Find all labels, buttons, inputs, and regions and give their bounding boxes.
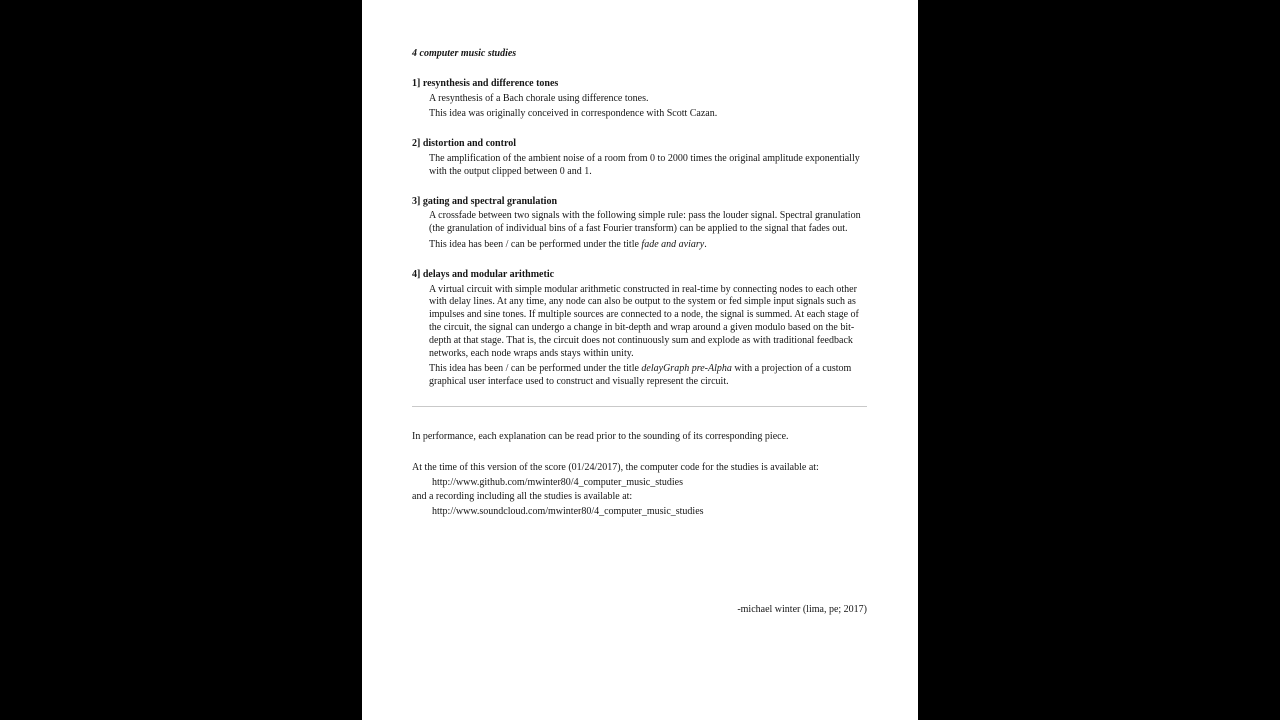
text-run: A resynthesis of a Bach chorale using difference tones. [429, 92, 649, 104]
sections-container [412, 78, 867, 389]
paragraph [429, 93, 867, 106]
section-heading: 4] delays and modular arithmetic [412, 268, 555, 280]
recording-url: http://www.soundcloud.com/mwinter80/4_computer_music_studies [432, 506, 704, 518]
paragraph [429, 210, 867, 236]
document-page [362, 0, 918, 720]
page-content [362, 0, 918, 617]
work-title-italic: delayGraph pre-Alpha [641, 363, 732, 375]
text-run: This idea has been / can be performed under the title [429, 238, 642, 250]
divider-rule [412, 406, 867, 407]
text-run: A crossfade between two signals with the following simple rule: pass the louder signal. Spectral granulation (the granulation of individual bins of a fast Fourier transform) can be applied to the signal that fades out. [429, 210, 861, 235]
section [412, 138, 867, 178]
section-heading: 3] gating and spectral granulation [412, 195, 558, 207]
section [412, 78, 867, 121]
text-run: This idea has been / can be performed under the title [429, 363, 642, 375]
paragraph [429, 239, 867, 252]
paragraph [429, 153, 867, 179]
paragraph [429, 363, 867, 389]
code-url: http://www.github.com/mwinter80/4_computer_music_studies [432, 476, 683, 488]
text-run: . [704, 238, 707, 250]
section [412, 269, 867, 389]
signature: -michael winter (lima, pe; 2017) [737, 603, 867, 615]
section [412, 196, 867, 252]
performance-note: In performance, each explanation can be read prior to the sounding of its corresponding piece. [412, 430, 789, 442]
availability-recording-intro: and a recording including all the studies is available at: [412, 491, 633, 503]
work-title-italic: fade and aviary [641, 238, 705, 250]
paragraph [429, 284, 867, 361]
text-run: with a projection of a custom graphical user interface used to construct and visually represent the circuit. [429, 363, 852, 388]
section-heading: 2] distortion and control [412, 138, 516, 150]
text-run: A virtual circuit with simple modular arithmetic constructed in real-time by connecting nodes to each other with delay lines. At any time, any node can also be output to the system or fed simple input signals such as impulses and sine tones. If multiple sources are connected to a node, the signal is summed. At each stage of the circuit, the signal can undergo a change in bit-depth and wrap around a given modulo based on the bit-depth at that stage. That is, the circuit does not continuously sum and explode as with traditional feedback networks, each node wraps ands stays within unity. [429, 283, 859, 359]
text-run: The amplification of the ambient noise of a room from 0 to 2000 times the original amplitude exponentially with the output clipped between 0 and 1. [429, 152, 860, 177]
text-run: This idea was originally conceived in correspondence with Scott Cazan. [429, 108, 718, 120]
paragraph [429, 108, 867, 121]
availability-code-intro: At the time of this version of the score (01/24/2017), the computer code for the studies is available at: [412, 461, 819, 473]
document-title: 4 computer music studies [412, 48, 517, 59]
section-heading: 1] resynthesis and difference tones [412, 77, 559, 89]
